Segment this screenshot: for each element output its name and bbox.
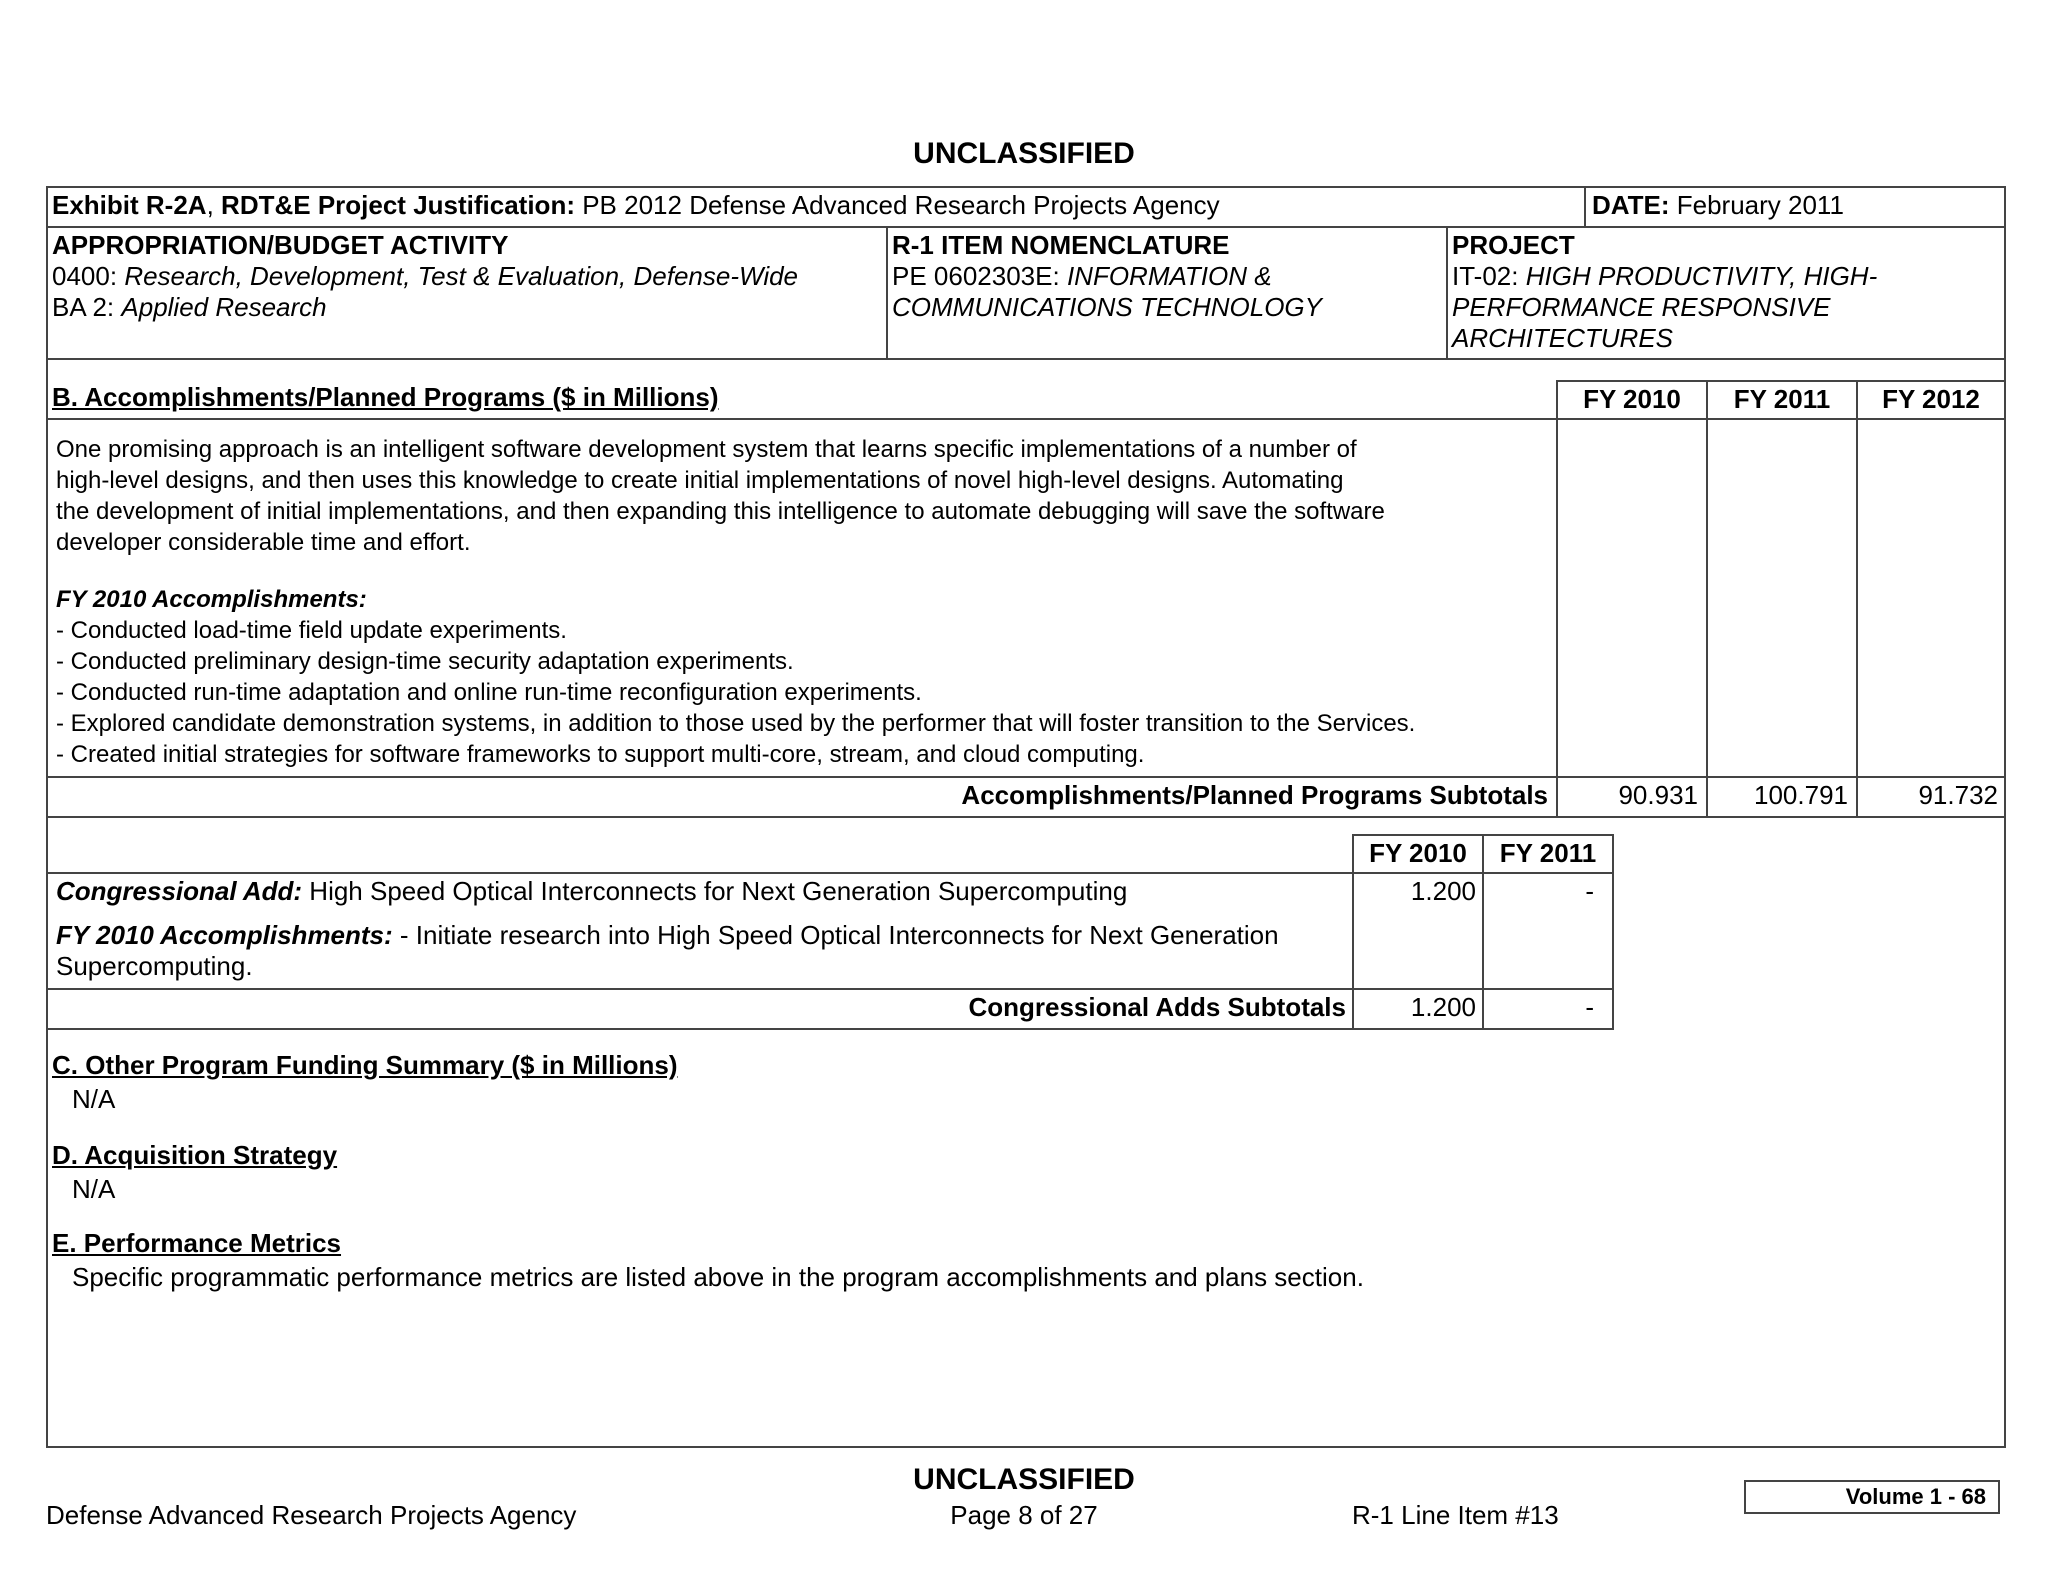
- b-acc-item-4: - Explored candidate demonstration systems, in addition to those used by the performer that will foster transition to the Services.: [56, 710, 1416, 737]
- b-subtotal-fy2012: 91.732: [1918, 780, 1998, 810]
- b-acc-item-5: - Created initial strategies for software frameworks to support multi-core, stream, and cloud computing.: [56, 741, 1145, 768]
- b-description: [56, 434, 1546, 558]
- r1-item-block: [892, 230, 1442, 323]
- b-fy-2011-header: FY 2011: [1733, 384, 1831, 414]
- b-acc-item-3: - Conducted run-time adaptation and online run-time reconfiguration experiments.: [56, 679, 922, 706]
- b-accomplishments: [56, 584, 1552, 770]
- appropriation-block: [52, 230, 882, 323]
- b-fy-col-line-3: [1856, 380, 1858, 816]
- classification-bottom: UNCLASSIFIED: [913, 1463, 1135, 1496]
- footer-volume-box: Volume 1 - 68: [1744, 1480, 2000, 1514]
- c-add-text: High Speed Optical Interconnects for Next Generation Supercomputing: [309, 876, 1128, 906]
- c-fy-col-line-3: [1612, 834, 1614, 1028]
- section-c-text: N/A: [72, 1084, 116, 1114]
- exhibit-header: [52, 190, 1220, 221]
- b-fy-col-line-2: [1706, 380, 1708, 816]
- b-fy-header-top: [1556, 380, 2004, 382]
- b-desc-line-4: developer considerable time and effort.: [56, 529, 471, 556]
- footer-line-item: R-1 Line Item #13: [1352, 1500, 1559, 1530]
- appropriation-label: APPROPRIATION/BUDGET ACTIVITY: [52, 230, 509, 260]
- project-label: PROJECT: [1452, 230, 1575, 260]
- c-subtotal-bottom-rule: [46, 1028, 1614, 1030]
- c-acc-text-2: Supercomputing.: [56, 951, 253, 981]
- r1-item-text-1: INFORMATION &: [1066, 261, 1272, 291]
- exhibit-label: Exhibit R-2A: [52, 190, 207, 220]
- b-subtotal-bottom-rule: [46, 816, 2004, 818]
- header-rule: [46, 226, 2004, 228]
- col-divider-1: [886, 226, 888, 358]
- r1-item-label: R-1 ITEM NOMENCLATURE: [892, 230, 1230, 260]
- section-e-title: E. Performance Metrics: [52, 1228, 342, 1258]
- exhibit-sep: ,: [206, 190, 214, 220]
- b-acc-heading: FY 2010 Accomplishments:: [56, 586, 367, 613]
- footer-page: Page 8 of 27: [950, 1500, 1098, 1530]
- c-fy-2010-header: FY 2010: [1369, 838, 1467, 868]
- c-subtotal-label: Congressional Adds Subtotals: [968, 992, 1346, 1022]
- b-fy-2012-header: FY 2012: [1882, 384, 1980, 414]
- c-acc-text-1: - Initiate research into High Speed Optical Interconnects for Next Generation: [392, 920, 1279, 950]
- b-fy-2010-header: FY 2010: [1583, 384, 1681, 414]
- b-desc-line-3: the development of initial implementations, and then expanding this intelligence to automate debugging will save the software: [56, 498, 1385, 525]
- section-d-title: D. Acquisition Strategy: [52, 1140, 338, 1170]
- c-add-fy2010: 1.200: [1410, 876, 1476, 906]
- col-divider-2: [1446, 226, 1448, 358]
- justification-value: PB 2012 Defense Advanced Research Projects Agency: [582, 190, 1220, 220]
- footer-agency: Defense Advanced Research Projects Agency: [46, 1500, 577, 1530]
- section-b-title: B. Accomplishments/Planned Programs ($ in Millions): [52, 382, 719, 412]
- project-text-2: PERFORMANCE RESPONSIVE: [1452, 292, 1831, 322]
- section-e-text: Specific programmatic performance metrics are listed above in the program accomplishments and plans section.: [72, 1262, 1364, 1292]
- b-fy-col-line-1: [1556, 380, 1558, 816]
- appropriation-text-1: Research, Development, Test & Evaluation, Defense-Wide: [124, 261, 799, 291]
- date-block: [1592, 190, 1844, 221]
- b-acc-item-2: - Conducted preliminary design-time security adaptation experiments.: [56, 648, 794, 675]
- b-subtotal-fy2010: 90.931: [1618, 780, 1698, 810]
- appropriation-code-2: BA 2:: [52, 292, 115, 322]
- r1-item-text-2: COMMUNICATIONS TECHNOLOGY: [892, 292, 1322, 322]
- c-add-label: Congressional Add:: [56, 876, 303, 906]
- b-desc-line-1: One promising approach is an intelligent software development system that learns specific implementations of a number of: [56, 436, 1357, 463]
- b-desc-line-2: high-level designs, and then uses this knowledge to create initial implementations of novel high-level designs. Automating: [56, 467, 1344, 494]
- info-rule: [46, 358, 2004, 360]
- c-body-top-rule: [46, 872, 1614, 874]
- section-d-text: N/A: [72, 1174, 116, 1204]
- c-add-fy2011: -: [1585, 876, 1594, 906]
- date-value: February 2011: [1676, 190, 1844, 220]
- classification-top: UNCLASSIFIED: [913, 137, 1135, 170]
- section-c-title: C. Other Program Funding Summary ($ in Millions): [52, 1050, 678, 1080]
- date-divider: [1584, 186, 1586, 226]
- project-block: [1452, 230, 2000, 354]
- c-accomplishment: [56, 920, 1346, 982]
- project-text-3: ARCHITECTURES: [1452, 323, 1674, 353]
- c-subtotal-fy2010: 1.200: [1410, 992, 1476, 1022]
- b-body-top-rule: [46, 418, 2004, 420]
- appropriation-text-2: Applied Research: [121, 292, 327, 322]
- b-subtotal-fy2011: 100.791: [1754, 780, 1848, 810]
- project-code: IT-02:: [1452, 261, 1519, 291]
- c-acc-label: FY 2010 Accomplishments:: [56, 920, 393, 950]
- justification-label: RDT&E Project Justification:: [221, 190, 575, 220]
- c-subtotal-fy2011: -: [1585, 992, 1594, 1022]
- project-text-1: HIGH PRODUCTIVITY, HIGH-: [1525, 261, 1878, 291]
- c-add-row: [56, 876, 1346, 907]
- c-subtotal-top-rule: [46, 988, 1614, 990]
- appropriation-code-1: 0400:: [52, 261, 118, 291]
- date-label: DATE:: [1592, 190, 1670, 220]
- b-subtotal-top-rule: [46, 776, 2004, 778]
- b-subtotal-label: Accomplishments/Planned Programs Subtotals: [961, 780, 1548, 810]
- r1-item-code: PE 0602303E:: [892, 261, 1060, 291]
- b-acc-item-1: - Conducted load-time field update experiments.: [56, 617, 567, 644]
- c-fy-2011-header: FY 2011: [1499, 838, 1597, 868]
